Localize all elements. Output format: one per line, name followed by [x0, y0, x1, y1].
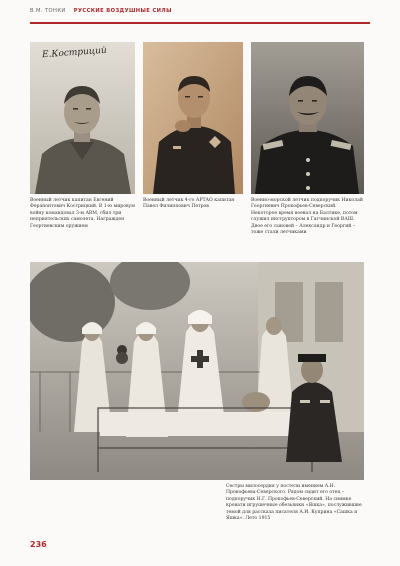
- caption-kostritsky: Военный летчик капитан Евгений Ферапонтович Кострицкий. В 1-ю мировую войну командовал 3-м АВМ, сбил три неприятельских самолета. Награжден Георгиевским оружием: [30, 198, 136, 229]
- running-head: [30, 8, 370, 20]
- photo-kostritsky: [30, 42, 135, 194]
- running-head-author: В.М. ТОНКИ: [30, 8, 66, 14]
- photo-signature: Е.Костриций: [41, 45, 108, 61]
- photo-nurses-bedside-image: [30, 262, 364, 480]
- caption-petrov: Военный летчик 4-го АРТАО капитан Павел Филиппович Петров: [143, 198, 235, 210]
- running-head-book-title: РУССКИЕ ВОЗДУШНЫЕ СИЛЫ: [73, 8, 172, 14]
- photo-petrov: [143, 42, 243, 194]
- caption-prokofiev-seversky: Военно-морской летчик подпоручик Николай Георгиевич Прокофьев-Северский. Некоторое время воевал на Балтике, потом служил инструктором в Гатчинской ВАШ. Двое его сыновей – Александр и Георгий – тоже стали летчиками: [251, 198, 363, 236]
- page-number: 236: [30, 540, 47, 549]
- photo-kostritsky-image: [30, 42, 135, 194]
- header-rule: [30, 22, 370, 24]
- photo-petrov-image: [143, 42, 243, 194]
- photo-prokofiev-seversky: [251, 42, 364, 194]
- photo-prokofiev-seversky-image: [251, 42, 364, 194]
- photo-nurses-bedside: [30, 262, 364, 480]
- caption-nurses-bedside: Сестры милосердия у постели имением А.Н. Прокофьева-Северского. Рядом сидит его отец – подпоручик Н.Г. Прокофьев-Северский. На снимке кровати игрушечные обезьянки «Яшка», послужившие темой для рассказа писателя А.И. Куприна «Сашка и Яшка». Лето 1915: [226, 484, 362, 522]
